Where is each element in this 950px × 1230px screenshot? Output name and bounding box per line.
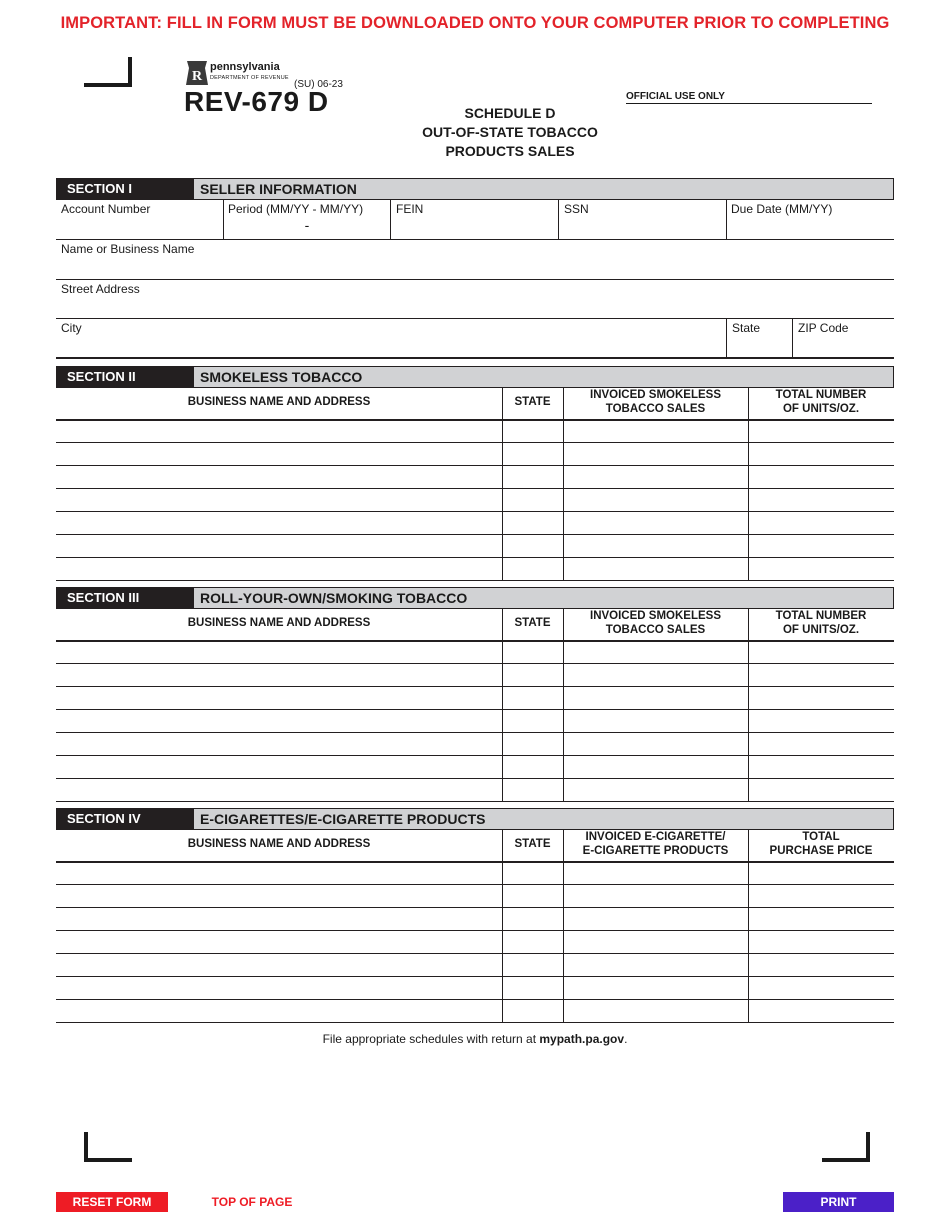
table-cell-invoiced[interactable] <box>563 490 748 512</box>
column-header-business-name-address: BUSINESS NAME AND ADDRESS <box>187 838 371 850</box>
table-cell-state[interactable] <box>502 444 563 466</box>
row-divider <box>56 907 894 908</box>
table-cell-business-name-address[interactable] <box>56 688 502 710</box>
row-divider <box>56 580 894 581</box>
svg-text:R: R <box>191 69 203 84</box>
table-cell-total[interactable] <box>748 467 894 489</box>
table-cell-total[interactable] <box>748 559 894 581</box>
column-header-total: TOTAL PURCHASE PRICE <box>769 831 873 857</box>
table-cell-total[interactable] <box>748 886 894 908</box>
period-label: Period (MM/YY - MM/YY) <box>228 202 364 216</box>
title-line-1: SCHEDULE D <box>464 105 556 121</box>
due-date-field[interactable] <box>726 200 894 240</box>
column-header-invoiced: INVOICED SMOKELESS TOBACCO SALES <box>590 389 721 415</box>
column-divider <box>748 830 749 1023</box>
divider <box>726 319 727 358</box>
column-header-state: STATE <box>514 617 551 629</box>
column-header-invoiced: INVOICED E-CIGARETTE/ E-CIGARETTE PRODUCTS <box>582 831 729 857</box>
row-divider <box>56 999 894 1000</box>
table-cell-total[interactable] <box>748 978 894 1000</box>
divider <box>56 318 894 319</box>
column-header-state: STATE <box>514 838 551 850</box>
section-3-header <box>56 587 894 609</box>
divider <box>56 279 894 280</box>
table-cell-business-name-address[interactable] <box>56 536 502 558</box>
account-number-label: Account Number <box>61 202 151 216</box>
row-divider <box>56 778 894 779</box>
row-divider <box>56 534 894 535</box>
row-divider <box>56 884 894 885</box>
table-cell-state[interactable] <box>502 513 563 535</box>
divider <box>390 200 391 240</box>
table-cell-business-name-address[interactable] <box>56 886 502 908</box>
table-cell-total[interactable] <box>748 490 894 512</box>
section-4-label: SECTION IV <box>56 808 193 830</box>
column-divider <box>748 388 749 581</box>
table-cell-invoiced[interactable] <box>563 536 748 558</box>
column-divider <box>502 609 503 802</box>
table-cell-total[interactable] <box>748 444 894 466</box>
table-cell-state[interactable] <box>502 955 563 977</box>
table-cell-business-name-address[interactable] <box>56 863 502 885</box>
row-divider <box>56 488 894 489</box>
table-cell-invoiced[interactable] <box>563 932 748 954</box>
row-divider <box>56 557 894 558</box>
account-number-field[interactable] <box>56 200 223 240</box>
section-3-title: ROLL-YOUR-OWN/SMOKING TOBACCO <box>193 587 894 609</box>
zip-code-label: ZIP Code <box>798 321 849 335</box>
table-cell-state[interactable] <box>502 932 563 954</box>
table-cell-state[interactable] <box>502 711 563 733</box>
business-name-field[interactable] <box>56 240 894 280</box>
table-cell-total[interactable] <box>748 513 894 535</box>
table-cell-invoiced[interactable] <box>563 421 748 443</box>
section-1-title: SELLER INFORMATION <box>193 178 894 200</box>
table-cell-business-name-address[interactable] <box>56 1001 502 1023</box>
period-field[interactable] <box>223 200 391 240</box>
row-divider <box>56 442 894 443</box>
table-cell-business-name-address[interactable] <box>56 467 502 489</box>
table-cell-business-name-address[interactable] <box>56 780 502 802</box>
table-cell-state[interactable] <box>502 734 563 756</box>
table-cell-business-name-address[interactable] <box>56 978 502 1000</box>
section-2-label: SECTION II <box>56 366 193 388</box>
column-divider <box>563 609 564 802</box>
column-header-invoiced: INVOICED SMOKELESS TOBACCO SALES <box>590 610 721 636</box>
due-date-label: Due Date (MM/YY) <box>731 202 833 216</box>
section-1-label: SECTION I <box>56 178 193 200</box>
table-cell-business-name-address[interactable] <box>56 909 502 931</box>
table-cell-invoiced[interactable] <box>563 467 748 489</box>
row-divider <box>56 511 894 512</box>
table-cell-business-name-address[interactable] <box>56 955 502 977</box>
table-cell-invoiced[interactable] <box>563 665 748 687</box>
logo-pennsylvania: pennsylvania <box>210 61 280 73</box>
table-cell-state[interactable] <box>502 863 563 885</box>
column-divider <box>563 388 564 581</box>
table-cell-invoiced[interactable] <box>563 559 748 581</box>
table-cell-state[interactable] <box>502 1001 563 1023</box>
divider <box>56 239 894 240</box>
mypath-link[interactable]: mypath.pa.gov <box>539 1032 625 1046</box>
divider <box>558 200 559 240</box>
state-field[interactable] <box>727 319 793 358</box>
table-cell-total[interactable] <box>748 642 894 664</box>
table-cell-state[interactable] <box>502 688 563 710</box>
table-cell-state[interactable] <box>502 780 563 802</box>
table-cell-invoiced[interactable] <box>563 955 748 977</box>
table-cell-state[interactable] <box>502 490 563 512</box>
table-cell-business-name-address[interactable] <box>56 642 502 664</box>
table-cell-business-name-address[interactable] <box>56 490 502 512</box>
fein-label: FEIN <box>396 202 424 216</box>
table-cell-total[interactable] <box>748 757 894 779</box>
fein-field[interactable] <box>391 200 559 240</box>
table-cell-state[interactable] <box>502 909 563 931</box>
column-divider <box>748 609 749 802</box>
table-cell-business-name-address[interactable] <box>56 444 502 466</box>
row-divider <box>56 755 894 756</box>
table-cell-invoiced[interactable] <box>563 711 748 733</box>
row-divider <box>56 1022 894 1023</box>
reset-form-button[interactable]: RESET FORM <box>56 1192 168 1212</box>
table-cell-total[interactable] <box>748 536 894 558</box>
row-divider <box>56 663 894 664</box>
column-divider <box>563 830 564 1023</box>
column-header-state: STATE <box>514 396 551 408</box>
table-cell-invoiced[interactable] <box>563 1001 748 1023</box>
ssn-label: SSN <box>564 202 589 216</box>
table-cell-total[interactable] <box>748 711 894 733</box>
table-cell-state[interactable] <box>502 421 563 443</box>
table-cell-total[interactable] <box>748 1001 894 1023</box>
table-cell-total[interactable] <box>748 688 894 710</box>
column-divider <box>502 830 503 1023</box>
column-header-business-name-address: BUSINESS NAME AND ADDRESS <box>187 617 371 629</box>
section-4-header <box>56 808 894 830</box>
crop-mark-bottom-left <box>84 1132 132 1162</box>
table-cell-invoiced[interactable] <box>563 757 748 779</box>
table-cell-total[interactable] <box>748 955 894 977</box>
row-divider <box>56 465 894 466</box>
title-line-3: PRODUCTS SALES <box>445 143 575 159</box>
section-3-label: SECTION III <box>56 587 193 609</box>
crop-mark-top-left <box>84 57 132 87</box>
table-cell-state[interactable] <box>502 757 563 779</box>
street-address-field[interactable] <box>56 280 894 319</box>
table-cell-state[interactable] <box>502 665 563 687</box>
column-divider <box>502 388 503 581</box>
divider <box>792 319 793 358</box>
row-divider <box>56 930 894 931</box>
row-divider <box>56 976 894 977</box>
column-header-business-name-address: BUSINESS NAME AND ADDRESS <box>187 396 371 408</box>
table-cell-business-name-address[interactable] <box>56 757 502 779</box>
column-header-total: TOTAL NUMBER OF UNITS/OZ. <box>775 610 867 636</box>
section-2-title: SMOKELESS TOBACCO <box>193 366 894 388</box>
section-1-header <box>56 178 894 200</box>
table-cell-invoiced[interactable] <box>563 780 748 802</box>
row-divider <box>56 732 894 733</box>
download-notice: IMPORTANT: FILL IN FORM MUST BE DOWNLOADED ONTO YOUR COMPUTER PRIOR TO COMPLETING <box>60 14 890 32</box>
table-cell-state[interactable] <box>502 467 563 489</box>
official-use-only: OFFICIAL USE ONLY <box>626 91 872 104</box>
table-cell-business-name-address[interactable] <box>56 421 502 443</box>
table-cell-total[interactable] <box>748 421 894 443</box>
revision-code: (SU) 06-23 <box>294 79 343 90</box>
table-cell-total[interactable] <box>748 932 894 954</box>
table-cell-invoiced[interactable] <box>563 688 748 710</box>
table-cell-total[interactable] <box>748 780 894 802</box>
footer-prefix: File appropriate schedules with return at <box>322 1032 540 1046</box>
footer-suffix: . <box>624 1032 628 1046</box>
table-cell-invoiced[interactable] <box>563 642 748 664</box>
state-label: State <box>732 321 761 335</box>
top-of-page-button[interactable]: TOP OF PAGE <box>211 1195 293 1209</box>
table-cell-business-name-address[interactable] <box>56 932 502 954</box>
table-cell-business-name-address[interactable] <box>56 559 502 581</box>
print-button[interactable]: PRINT <box>783 1192 894 1212</box>
table-cell-total[interactable] <box>748 734 894 756</box>
title-line-2: OUT-OF-STATE TOBACCO <box>422 124 598 140</box>
table-cell-invoiced[interactable] <box>563 734 748 756</box>
table-cell-business-name-address[interactable] <box>56 513 502 535</box>
row-divider <box>56 709 894 710</box>
logo-department: DEPARTMENT OF REVENUE <box>210 75 289 81</box>
zip-code-field[interactable] <box>793 319 894 358</box>
keystone-logo-icon <box>185 60 209 86</box>
table-cell-business-name-address[interactable] <box>56 734 502 756</box>
divider <box>726 200 727 240</box>
ssn-field[interactable] <box>559 200 726 240</box>
row-divider <box>56 801 894 802</box>
table-cell-business-name-address[interactable] <box>56 711 502 733</box>
table-cell-invoiced[interactable] <box>563 978 748 1000</box>
column-header-total: TOTAL NUMBER OF UNITS/OZ. <box>775 389 867 415</box>
table-cell-invoiced[interactable] <box>563 444 748 466</box>
form-number: REV-679 D <box>184 86 329 117</box>
table-cell-state[interactable] <box>502 978 563 1000</box>
table-cell-state[interactable] <box>502 642 563 664</box>
table-cell-state[interactable] <box>502 536 563 558</box>
business-name-label: Name or Business Name <box>61 242 195 256</box>
table-cell-business-name-address[interactable] <box>56 665 502 687</box>
table-cell-invoiced[interactable] <box>563 909 748 931</box>
period-value: - <box>304 217 310 233</box>
table-cell-total[interactable] <box>748 665 894 687</box>
footer-note <box>0 1032 950 1046</box>
street-address-label: Street Address <box>61 282 140 296</box>
divider <box>223 200 224 240</box>
table-cell-state[interactable] <box>502 559 563 581</box>
section-4-title: E-CIGARETTES/E-CIGARETTE PRODUCTS <box>193 808 894 830</box>
table-cell-state[interactable] <box>502 886 563 908</box>
crop-mark-bottom-right <box>822 1132 870 1162</box>
table-cell-total[interactable] <box>748 909 894 931</box>
table-cell-invoiced[interactable] <box>563 513 748 535</box>
table-cell-invoiced[interactable] <box>563 886 748 908</box>
row-divider <box>56 686 894 687</box>
divider <box>56 357 894 359</box>
section-2-header <box>56 366 894 388</box>
row-divider <box>56 953 894 954</box>
city-field[interactable] <box>56 319 727 358</box>
table-cell-total[interactable] <box>748 863 894 885</box>
city-label: City <box>61 321 82 335</box>
table-cell-invoiced[interactable] <box>563 863 748 885</box>
